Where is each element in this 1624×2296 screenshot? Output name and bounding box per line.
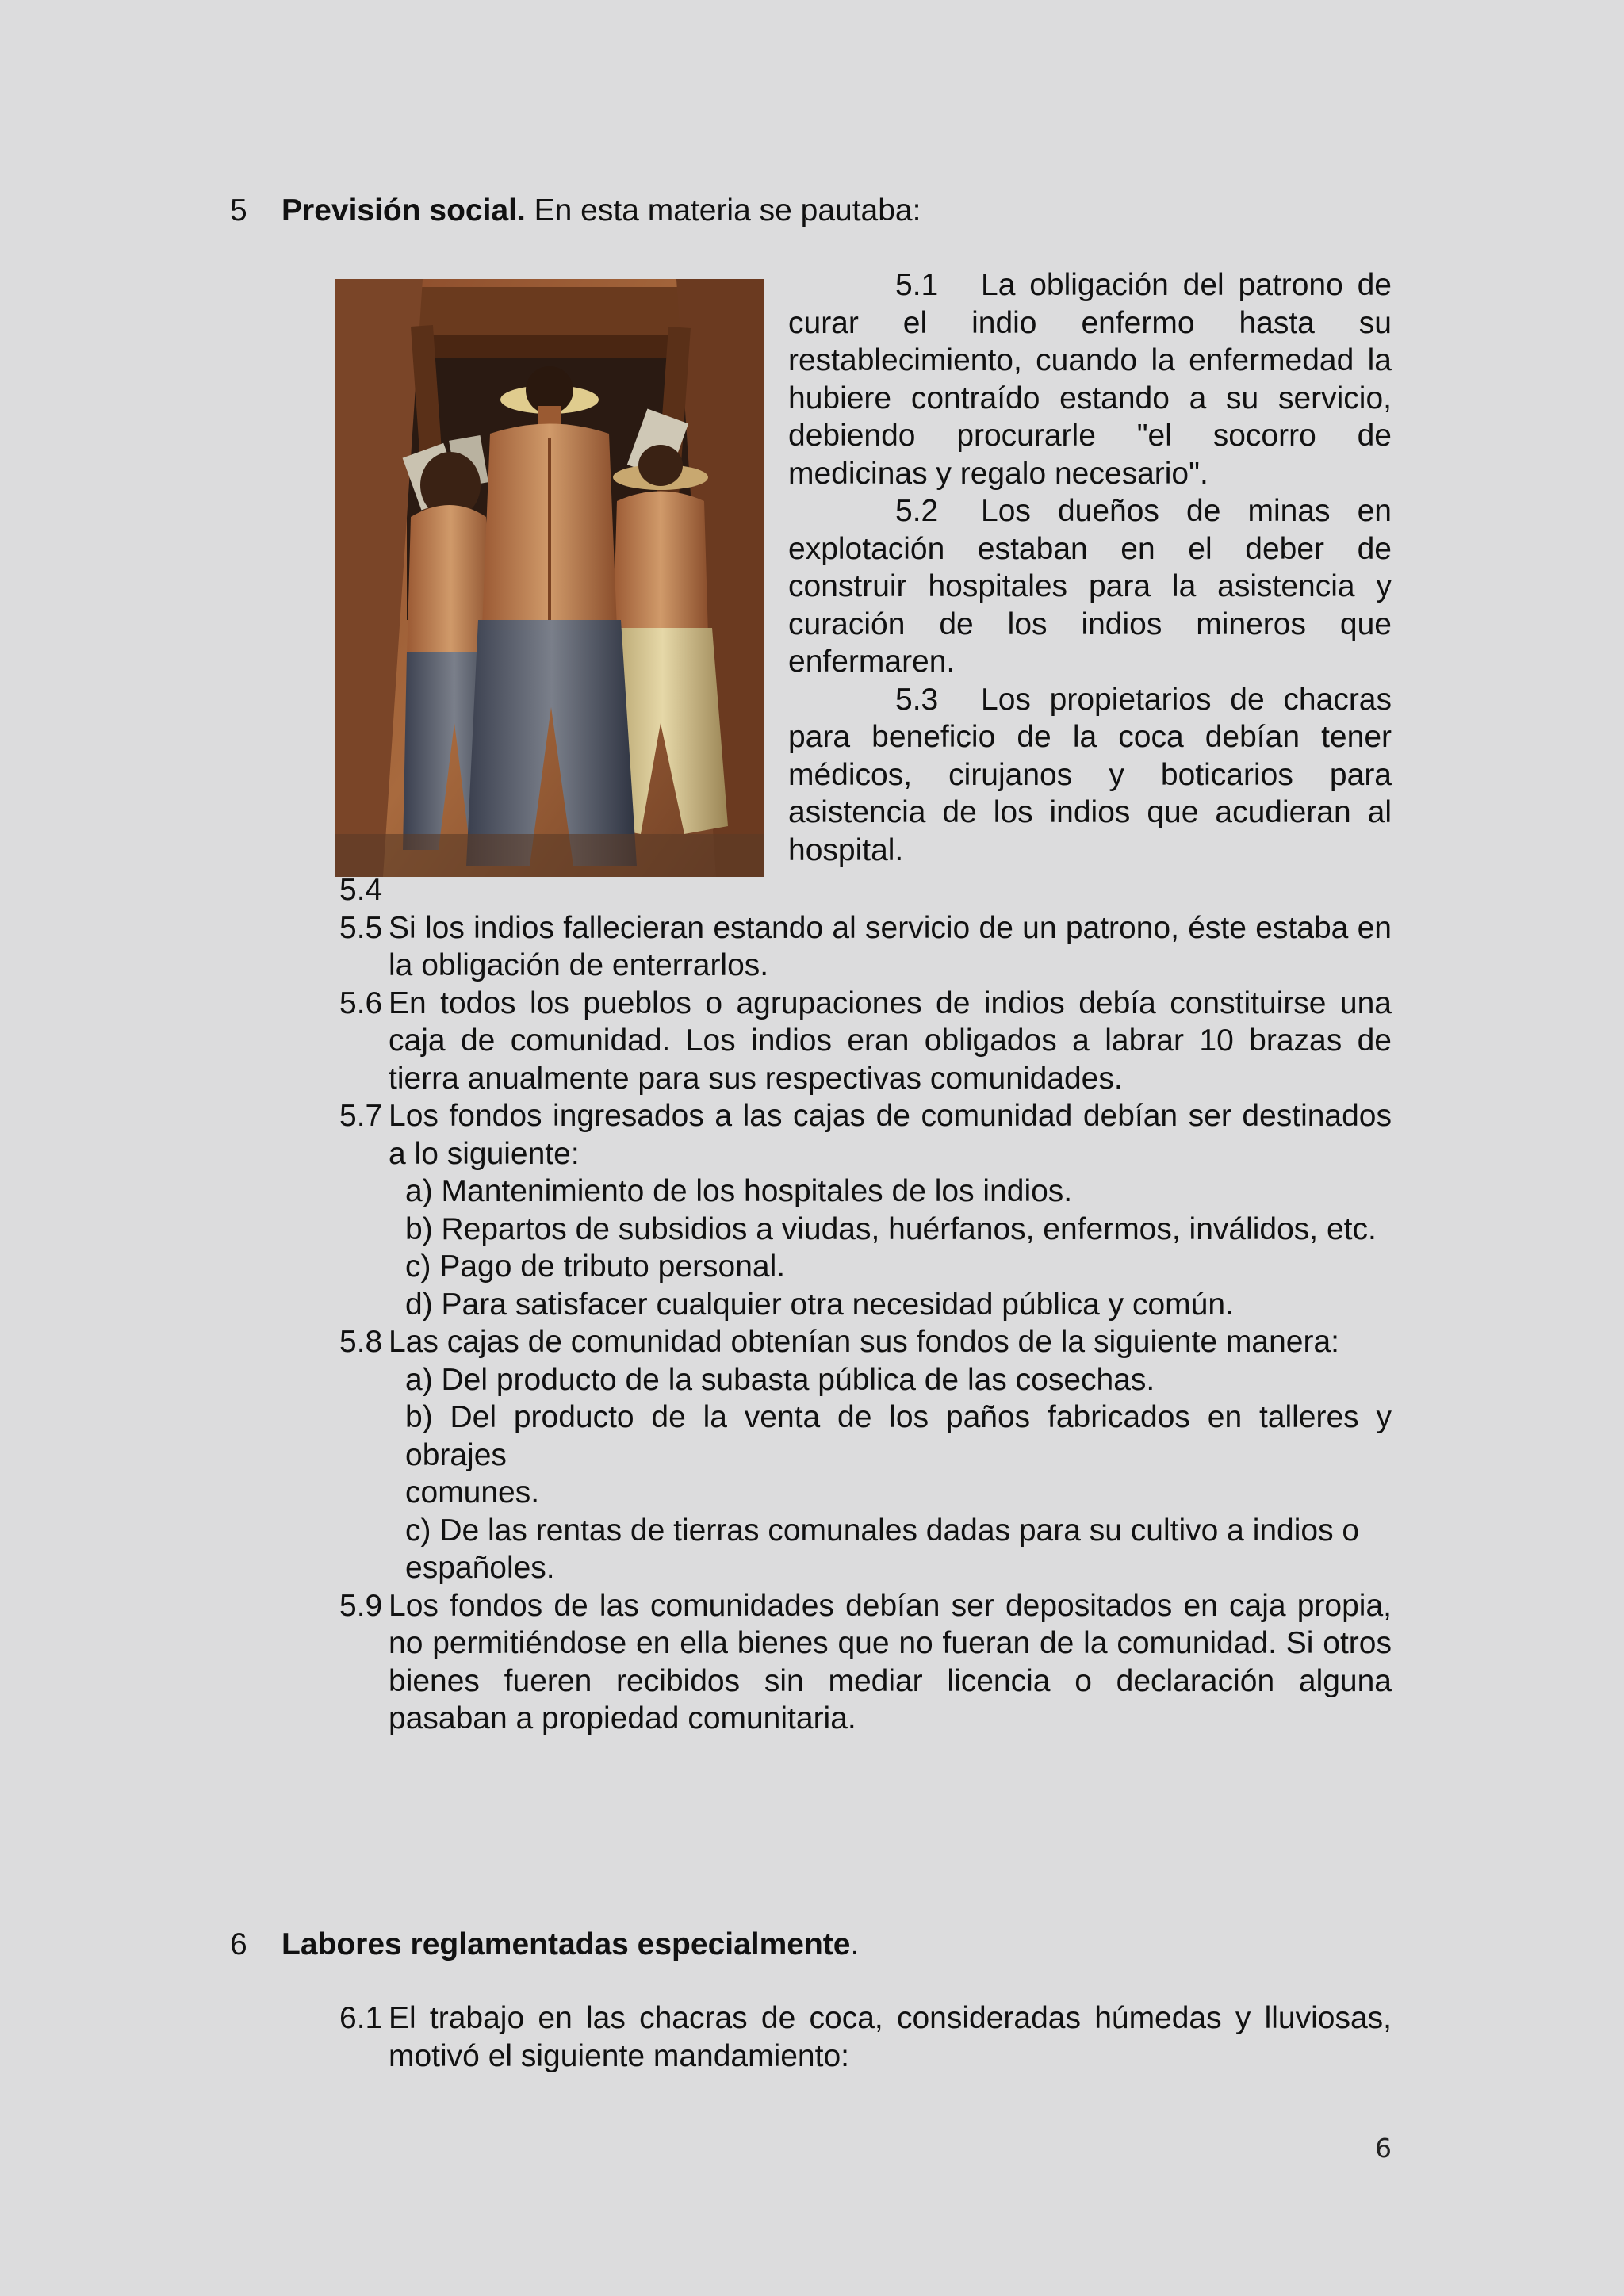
item-5-8 xyxy=(339,1323,1392,1587)
item-text: Los propietarios de chacras para beneficio de la coca debían tener médicos, cirujanos y boticarios para asistencia de los indios que acudieran al hospital. xyxy=(788,682,1392,867)
item-5-4 xyxy=(339,871,1392,909)
item-6-1 xyxy=(339,1999,1392,2075)
item-text: Los fondos de las comunidades debían ser depositados en caja propia, no permitiéndose en ella bienes que no fueran de la comunidad. Si otros bienes fueren recibidos sin mediar licencia o declaración alguna pasaban a propiedad comunitaria. xyxy=(389,1588,1392,1735)
sub-item-b-cont: comunes. xyxy=(405,1475,540,1510)
item-text: Si los indios fallecieran estando al servicio de un patrono, éste estaba en la obligación de enterrarlos. xyxy=(389,910,1392,982)
section-number: 6 xyxy=(230,1927,247,1961)
item-number: 5.9 xyxy=(339,1588,383,1623)
section-title-tail: . xyxy=(850,1927,860,1961)
item-number: 5.7 xyxy=(339,1099,383,1133)
item-text: En todos los pueblos o agrupaciones de indios debía constituirse una caja de comunidad. Los indios eran obligados a labrar 10 brazas de tierra anualmente para sus respectivas comunidades. xyxy=(389,985,1392,1096)
item-5-3 xyxy=(788,681,1392,870)
section-title: Labores reglamentadas especialmente xyxy=(282,1927,851,1961)
section-title-line xyxy=(282,1926,859,1964)
sub-item-a: a) Del producto de la subasta pública de las cosechas. xyxy=(405,1362,1155,1397)
item-number: 5.6 xyxy=(339,985,383,1020)
numbered-list xyxy=(339,871,1392,1738)
sub-item-c: c) De las rentas de tierras comunales dadas para su cultivo a indios o xyxy=(405,1513,1360,1548)
miners-mural-illustration xyxy=(335,279,764,877)
item-5-6 xyxy=(339,985,1392,1098)
sub-item-c: c) Pago de tributo personal. xyxy=(405,1249,786,1284)
item-number: 5.4 xyxy=(339,873,383,907)
section-title: Previsión social. xyxy=(282,193,526,228)
item-number: 6.1 xyxy=(339,2001,383,2035)
miners-mural-image xyxy=(335,279,764,877)
item-number: 5.5 xyxy=(339,910,383,945)
side-text-block xyxy=(788,266,1392,869)
item-text: Los fondos ingresados a las cajas de comunidad debían ser destinados a lo siguiente: xyxy=(389,1099,1392,1171)
sub-item-a: a) Mantenimiento de los hospitales de los indios. xyxy=(405,1174,1073,1208)
item-5-5 xyxy=(339,909,1392,985)
sub-item-c-cont: españoles. xyxy=(405,1551,555,1585)
section-lead: En esta materia se pautaba: xyxy=(525,193,921,228)
item-text: La obligación del patrono de curar el indio enfermo hasta su restablecimiento, cuando la enfermedad la hubiere contraído estando a su servicio, debiendo procurarle "el socorro de medicinas y regalo necesario". xyxy=(788,268,1392,491)
item-5-7 xyxy=(339,1097,1392,1323)
item-5-1 xyxy=(788,266,1392,492)
item-number: 5.1 xyxy=(895,268,939,302)
item-number: 5.3 xyxy=(895,682,939,717)
item-text: El trabajo en las chacras de coca, consideradas húmedas y lluviosas, motivó el siguiente mandamiento: xyxy=(389,2001,1392,2073)
sub-item-d: d) Para satisfacer cualquier otra necesidad pública y común. xyxy=(405,1287,1234,1322)
sub-item-b: b) Repartos de subsidios a viudas, huérfanos, enfermos, inválidos, etc. xyxy=(405,1211,1377,1246)
item-5-9 xyxy=(339,1587,1392,1738)
sub-item-b: b) Del producto de la venta de los paños fabricados en talleres y obrajes xyxy=(405,1400,1392,1472)
item-number: 5.2 xyxy=(895,494,939,528)
item-text: Los dueños de minas en explotación estaban en el deber de construir hospitales para la asistencia y curación de los indios mineros que enfermaren. xyxy=(788,494,1392,679)
item-number: 5.8 xyxy=(339,1325,383,1359)
section-title-line xyxy=(282,192,921,230)
section-6-list xyxy=(339,1999,1392,2075)
item-text: Las cajas de comunidad obtenían sus fondos de la siguiente manera: xyxy=(389,1325,1339,1359)
section-number: 5 xyxy=(230,193,247,228)
page-number: 6 xyxy=(1375,2133,1392,2164)
item-5-2 xyxy=(788,492,1392,681)
